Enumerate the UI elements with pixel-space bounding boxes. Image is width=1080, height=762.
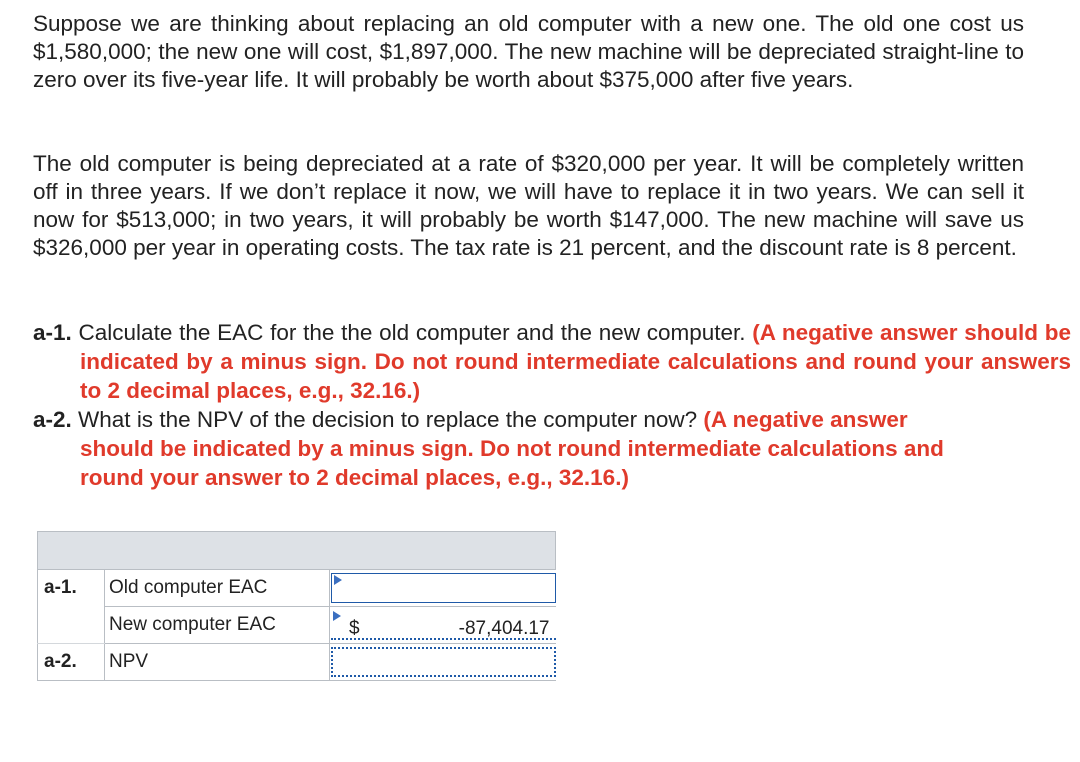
old-eac-answer-cell [330,570,556,607]
new-eac-input[interactable] [331,610,556,640]
new-eac-answer-cell [330,607,556,644]
answer-table-header [38,532,556,570]
row-label-a2: a-2. [38,644,105,681]
question-a1-label: a-1. [33,320,72,345]
problem-paragraph-2: The old computer is being depreciated at a rate of $320,000 per year. It will be completely written off in three years. If we don’t replace it now, we will have to replace it in two years. We can sell it now for $513,000; in two years, it will probably be worth $147,000. The new machine will save us $326,000 per year in operating costs. The tax rate is 21 percent, and the discount rate is 8 percent. [33,151,1024,260]
problem-paragraph-1: Suppose we are thinking about replacing an old computer with a new one. The old one cost us $1,580,000; the new one will cost, $1,897,000. The new machine will be depreciated straight-line to zero over its five-year life. It will probably be worth about $375,000 after five years. [33,11,1024,92]
row-description-new-eac: New computer EAC [105,607,330,644]
answer-table-header-cell [38,532,556,570]
row-description-npv: NPV [105,644,330,681]
old-eac-input[interactable] [331,573,556,603]
answer-table [37,531,556,681]
question-a2-label: a-2. [33,407,72,432]
question-a2-text: What is the NPV of the decision to replace the computer now? [78,407,698,432]
question-a1-note: (A negative answer should be indicated by a minus sign. Do not round intermediate calculations and round your answers to 2 decimal places, e.g., 32.16.) [80,320,1071,403]
npv-input[interactable] [331,647,556,677]
question-a2-note: (A negative answer should be indicated by a minus sign. Do not round intermediate calculations and round your answer to 2 decimal places, e.g., 32.16.) [80,407,944,490]
row-label-empty [38,607,105,644]
question-a1-text: Calculate the EAC for the the old computer and the new computer. [78,320,746,345]
question-a1 [33,318,1071,405]
cell-flag-icon [334,575,342,585]
new-eac-currency: $ [349,618,360,639]
new-eac-value: -87,404.17 [458,618,550,639]
table-row-new-eac [38,607,556,644]
npv-answer-cell [330,644,556,681]
row-description-old-eac: Old computer EAC [105,570,330,607]
table-row-old-eac [38,570,556,607]
row-label-a1: a-1. [38,570,105,607]
question-a2 [33,405,980,492]
cell-flag-icon [333,611,341,621]
table-row-npv [38,644,556,681]
